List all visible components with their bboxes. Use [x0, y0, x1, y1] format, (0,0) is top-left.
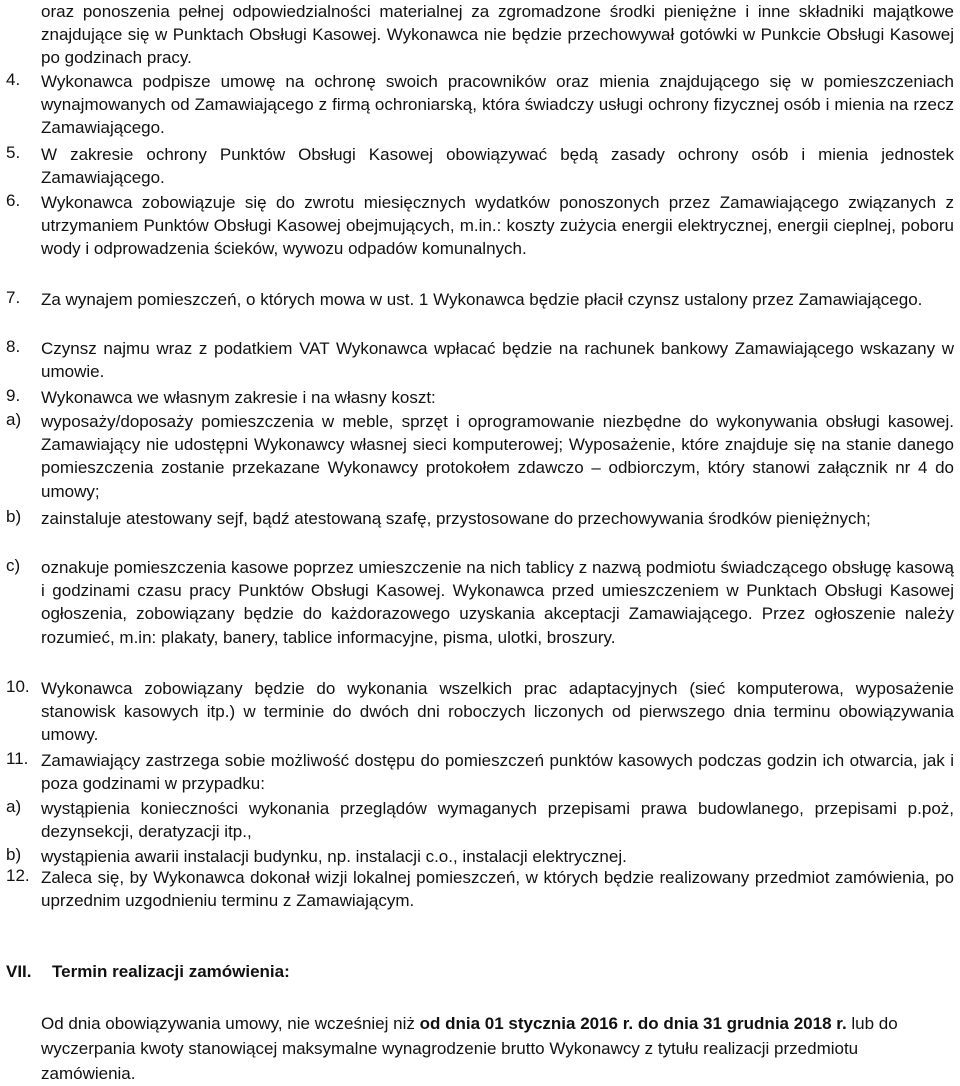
list-marker: a) — [6, 797, 22, 816]
paragraph-text: wystąpienia konieczności wykonania przeglądów wymaganych przepisami prawa budowlanego, przepisami p.poż, dezynsekcji, deratyzacji itp., — [41, 799, 954, 842]
paragraph-text: zainstaluje atestowany sejf, bądź atestowaną szafę, przystosowane do przechowywania środków pieniężnych; — [41, 509, 871, 528]
paragraph-text: wyposaży/doposaży pomieszczenia w meble, sprzęt i oprogramowanie niezbędne do wykonywania obsługi kasowej. Zamawiający nie udostępni Wykonawcy własnej sieci komputerowej; Wyposażenie, które znajduje się na stanie danego pomieszczenia zostanie przekazane Wykonawcy protokołem zdawczo – odbiorczym, który stanowi załącznik nr 4 do umowy; — [41, 412, 954, 501]
term-text-part: Od dnia obowiązywania umowy, nie wcześniej niż — [41, 1014, 420, 1033]
paragraph-number: 9. — [6, 386, 21, 405]
paragraph-text: Wykonawca podpisze umowę na ochronę swoich pracowników oraz mienia znajdującego się w pomieszczeniach wynajmowanych od Zamawiającego z firmą ochroniarską, która świadczy usługi ochrony fizycznej osób i mienia na rzecz Zamawiającego. — [41, 72, 954, 138]
paragraph-text: W zakresie ochrony Punktów Obsługi Kasowej obowiązywać będą zasady ochrony osób i mienia jednostek Zamawiającego. — [41, 145, 954, 188]
paragraph-text: oznakuje pomieszczenia kasowe poprzez umieszczenie na nich tablicy z nazwą podmiotu świadczącego obsługę kasową i godzinami czasu pracy Punktów Obsługi Kasowej. Wykonawca przed umieszczeniem w Punktach Obsługi Kasowej ogłoszenia, zobowiązany będzie do każdorazowego uzyskania akceptacji Zamawiającego. Przez ogłoszenie należy rozumieć, m.in: plakaty, banery, tablice informacyjne, pisma, ulotki, broszury. — [41, 558, 954, 647]
paragraph-number: 12. — [6, 866, 30, 885]
paragraph-text: Wykonawca zobowiązany będzie do wykonania wszelkich prac adaptacyjnych (sieć komputerowa, wyposażenie stanowisk kasowych itp.) w terminie do dwóch dni roboczych liczonych od pierwszego dnia terminu obowiązywania umowy. — [41, 679, 954, 745]
list-marker: b) — [6, 845, 22, 864]
paragraph-text: Wykonawca zobowiązuje się do zwrotu miesięcznych wydatków ponoszonych przez Zamawiającego związanych z utrzymaniem Punktów Obsługi Kasowej obejmujących, m.in.: koszty zużycia energii elektrycznej, energii cieplnej, poboru wody i odprowadzenia ścieków, wywozu odpadów komunalnych. — [41, 193, 954, 259]
paragraph-number: 7. — [6, 288, 21, 307]
completion-term-text — [41, 1011, 931, 1086]
term-text-part: lub do wyczerpania kwoty stanowiącej maksymalne wynagrodzenie brutto Wykonawcy z tytułu realizacji przedmiotu zamówienia. — [41, 1014, 898, 1083]
list-marker: a) — [6, 410, 22, 429]
section-number: VII. — [6, 962, 32, 981]
list-marker: b) — [6, 507, 22, 526]
paragraph-text: Za wynajem pomieszczeń, o których mowa w ust. 1 Wykonawca będzie płacił czynsz ustalony przez Zamawiającego. — [41, 290, 923, 309]
term-end-date: do dnia 31 grudnia 2018 r. — [637, 1014, 847, 1033]
paragraph-number: 10. — [6, 677, 30, 696]
term-start-date: od dnia 01 stycznia 2016 r. — [419, 1014, 634, 1033]
list-marker: c) — [6, 556, 21, 575]
paragraph-number: 11. — [6, 749, 29, 768]
section-title: Termin realizacji zamówienia: — [52, 962, 290, 981]
paragraph-number: 6. — [6, 191, 21, 210]
paragraph-text: Zaleca się, by Wykonawca dokonał wizji lokalnej pomieszczeń, w których będzie realizowany przedmiot zamówienia, po uprzednim uzgodnieniu terminu z Zamawiającym. — [41, 868, 954, 911]
paragraph-text: Zamawiający zastrzega sobie możliwość dostępu do pomieszczeń punktów kasowych podczas godzin ich otwarcia, jak i poza godzinami w przypadku: — [41, 751, 954, 794]
paragraph-number: 4. — [6, 70, 21, 89]
paragraph-text: oraz ponoszenia pełnej odpowiedzialności materialnej za zgromadzone środki pieniężne i inne składniki majątkowe znajdujące się w Punktach Obsługi Kasowej. Wykonawca nie będzie przechowywał gotówki w Punkcie Obsługi Kasowej po godzinach pracy. — [41, 2, 954, 68]
paragraph-number: 5. — [6, 143, 21, 162]
paragraph-text: Wykonawca we własnym zakresie i na własny koszt: — [41, 388, 436, 407]
paragraph-text: wystąpienia awarii instalacji budynku, np. instalacji c.o., instalacji elektrycznej. — [41, 847, 627, 866]
paragraph-text: Czynsz najmu wraz z podatkiem VAT Wykonawca wpłacać będzie na rachunek bankowy Zamawiającego wskazany w umowie. — [41, 339, 954, 382]
paragraph-number: 8. — [6, 337, 21, 356]
